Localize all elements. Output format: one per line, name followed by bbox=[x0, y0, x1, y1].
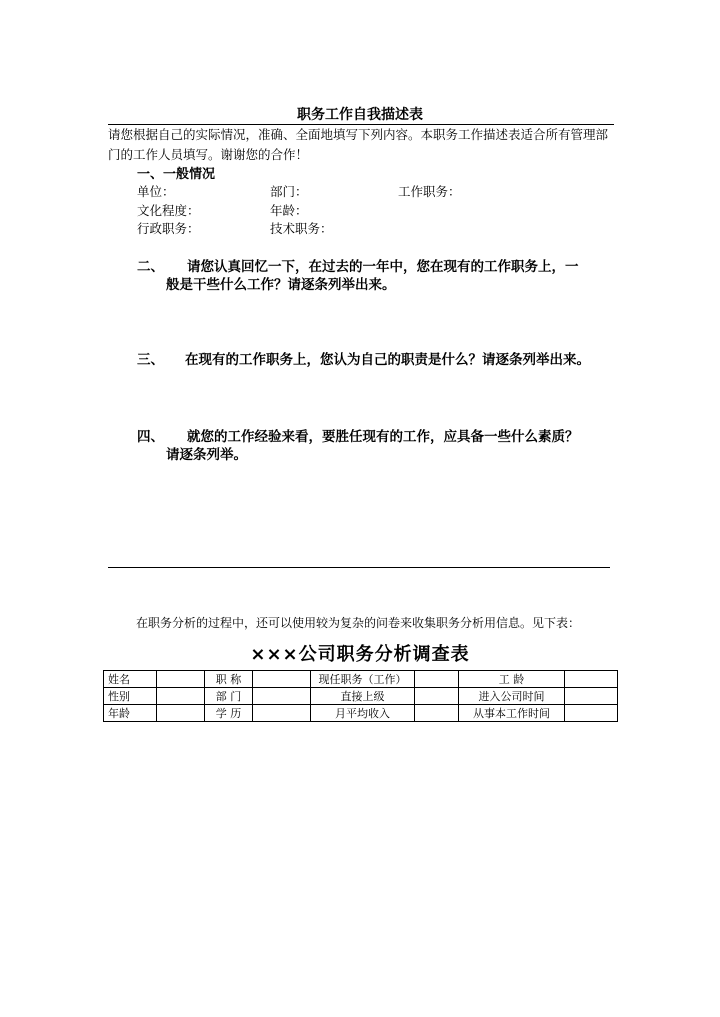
section-divider bbox=[108, 567, 610, 568]
table-cell-label: 月平均收入 bbox=[311, 705, 415, 722]
question-3-line-1: 在现有的工作职务上，您认为自己的职责是什么？请逐条列举出来。 bbox=[185, 352, 590, 368]
intro-line-1: 请您根据自己的实际情况，准确、全面地填写下列内容。本职务工作描述表适合所有管理部 bbox=[108, 127, 609, 142]
field-tech-position: 技术职务： bbox=[270, 221, 333, 236]
table-cell-label: 姓名 bbox=[104, 671, 157, 688]
field-unit: 单位： bbox=[137, 184, 175, 199]
table-cell-value bbox=[157, 688, 205, 705]
table-cell-label: 部 门 bbox=[205, 688, 253, 705]
field-job-position: 工作职务： bbox=[398, 184, 461, 199]
table-cell-value bbox=[157, 705, 205, 722]
table-cell-label: 从事本工作时间 bbox=[459, 705, 565, 722]
question-3-number: 三、 bbox=[137, 352, 164, 368]
table-cell-label: 学 历 bbox=[205, 705, 253, 722]
table-cell-value bbox=[157, 671, 205, 688]
field-age: 年龄： bbox=[270, 203, 308, 218]
table-cell-value bbox=[253, 705, 311, 722]
survey-table-title: ×××公司职务分析调查表 bbox=[250, 644, 470, 665]
table-cell-value bbox=[253, 688, 311, 705]
question-4-number: 四、 bbox=[137, 429, 164, 445]
table-cell-label: 年龄 bbox=[104, 705, 157, 722]
table-cell-label: 进入公司时间 bbox=[459, 688, 565, 705]
table-row bbox=[104, 671, 618, 688]
table-cell-label: 职 称 bbox=[205, 671, 253, 688]
table-cell-label: 性别 bbox=[104, 688, 157, 705]
field-education: 文化程度： bbox=[137, 203, 200, 218]
table-row bbox=[104, 688, 618, 705]
question-2-line-2: 般是干些什么工作？请逐条列举出来。 bbox=[166, 277, 396, 293]
survey-intro: 在职务分析的过程中，还可以使用较为复杂的问卷来收集职务分析用信息。见下表： bbox=[136, 616, 581, 630]
table-cell-value bbox=[253, 671, 311, 688]
question-4-line-2: 请逐条列举。 bbox=[166, 447, 247, 463]
survey-table bbox=[103, 670, 618, 722]
field-admin-position: 行政职务： bbox=[137, 221, 200, 236]
question-4-line-1: 就您的工作经验来看，要胜任现有的工作，应具备一些什么素质？ bbox=[187, 429, 579, 445]
section-general-heading: 一、一般情况 bbox=[137, 167, 216, 182]
table-row bbox=[104, 705, 618, 722]
table-cell-value bbox=[415, 688, 459, 705]
field-department: 部门： bbox=[270, 184, 308, 199]
table-cell-value bbox=[565, 705, 618, 722]
page-title: 职务工作自我描述表 bbox=[297, 107, 423, 123]
table-cell-label: 工 龄 bbox=[459, 671, 565, 688]
question-2-line-1: 请您认真回忆一下，在过去的一年中，您在现有的工作职务上，一 bbox=[187, 259, 579, 275]
intro-line-2: 门的工作人员填写。谢谢您的合作！ bbox=[108, 147, 309, 162]
question-2-number: 二、 bbox=[137, 259, 164, 275]
table-cell-value bbox=[415, 671, 459, 688]
table-cell-label: 直接上级 bbox=[311, 688, 415, 705]
table-cell-value bbox=[415, 705, 459, 722]
table-cell-value bbox=[565, 671, 618, 688]
table-cell-label: 现任职务（工作） bbox=[311, 671, 415, 688]
table-cell-value bbox=[565, 688, 618, 705]
